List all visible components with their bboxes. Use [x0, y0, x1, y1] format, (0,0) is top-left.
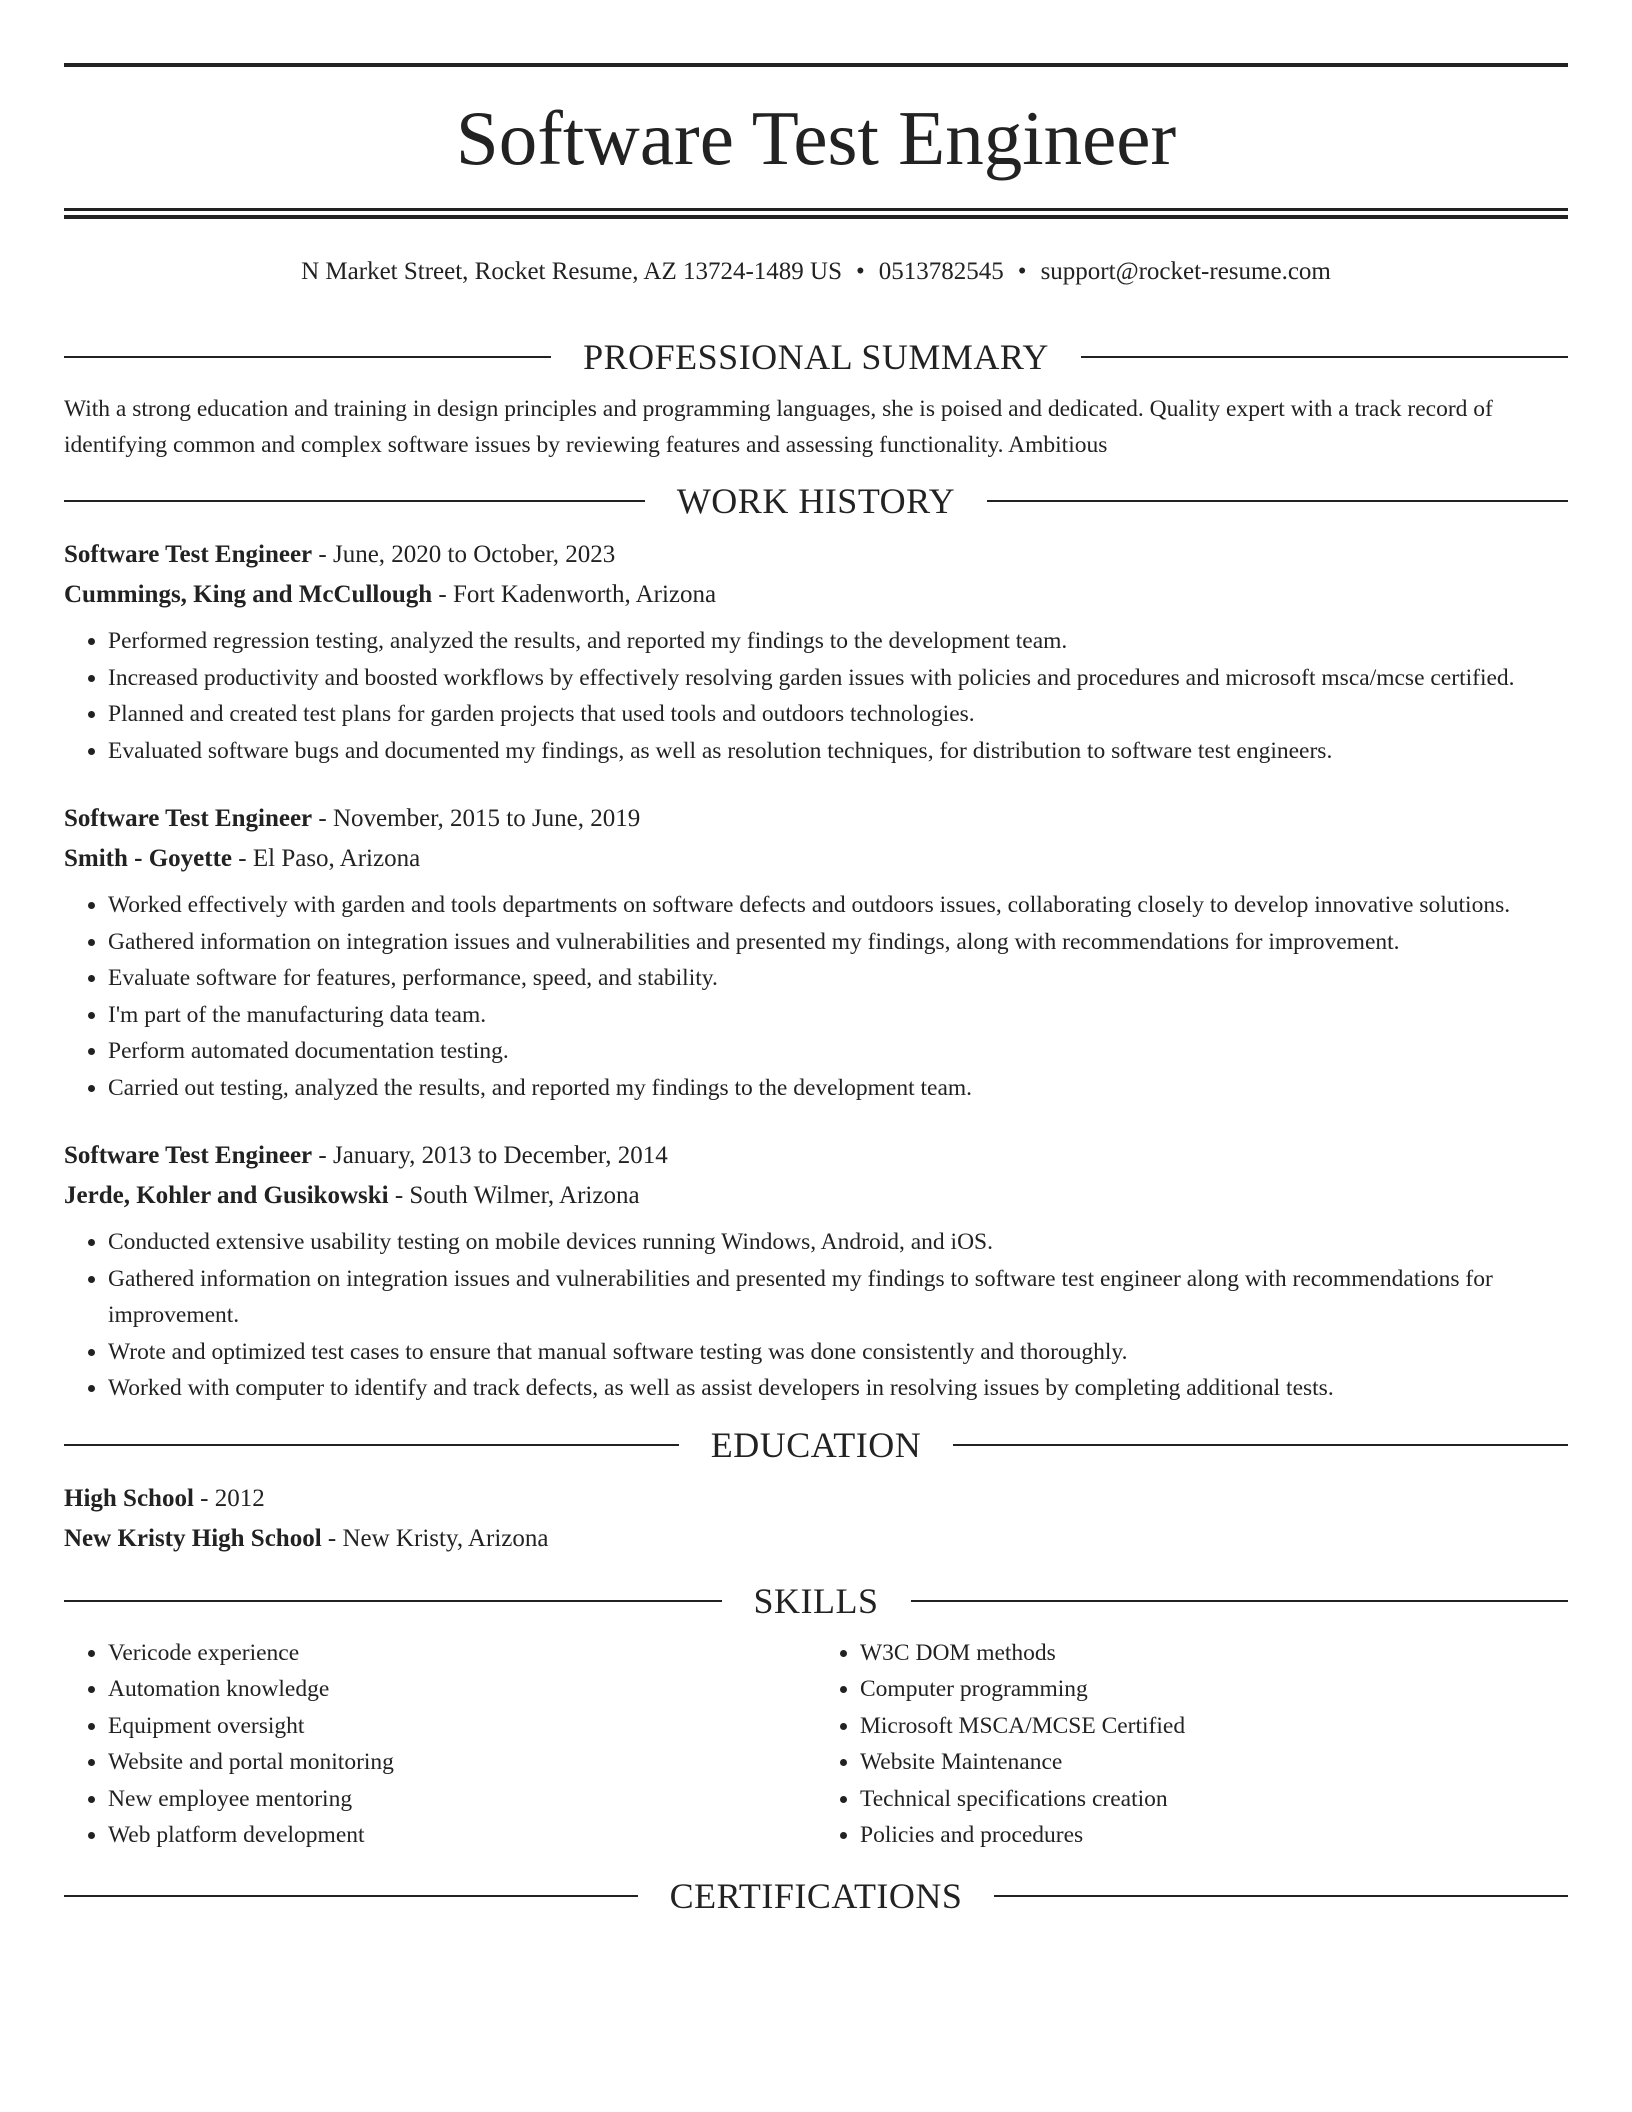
heading-rule [64, 1600, 722, 1602]
job-title: Software Test Engineer [64, 541, 313, 568]
header-top-rule [64, 63, 1568, 67]
job-location: - El Paso, Arizona [232, 845, 421, 872]
job-entry [64, 535, 1568, 769]
job-company: Jerde, Kohler and Gusikowski [64, 1182, 389, 1209]
education-location: - New Kristy, Arizona [321, 1524, 549, 1552]
job-bullet: • Evaluate software for features, performance, speed, and stability. [108, 960, 1568, 997]
job-company: Cummings, King and McCullough [64, 581, 433, 608]
skills-column-left [64, 1635, 816, 1854]
job-company-line [64, 575, 1568, 615]
heading-rule [64, 1895, 638, 1897]
education-entry [64, 1479, 1568, 1559]
contact-line [64, 254, 1568, 290]
job-location: - South Wilmer, Arizona [388, 1182, 640, 1209]
section-title: EDUCATION [710, 1424, 922, 1465]
job-title: Software Test Engineer [64, 805, 313, 832]
skill-item: • Website and portal monitoring [108, 1744, 816, 1781]
job-title-line [64, 1136, 1568, 1176]
job-location: - Fort Kadenworth, Arizona [432, 581, 717, 608]
resume-content [64, 333, 1568, 1920]
job-company: Smith - Goyette [64, 845, 233, 872]
job-bullets [64, 1224, 1568, 1407]
section-title: SKILLS [753, 1580, 879, 1621]
skill-item: • Policies and procedures [860, 1817, 1568, 1854]
job-dates: - June, 2020 to October, 2023 [312, 541, 616, 568]
job-bullet: • Performed regression testing, analyzed the results, and reported my findings to the development team. [108, 623, 1568, 660]
heading-rule [64, 500, 645, 502]
job-bullets [64, 887, 1568, 1106]
education-school: New Kristy High School [64, 1524, 322, 1552]
job-bullet: • Conducted extensive usability testing on mobile devices running Windows, Android, and iOS. [108, 1224, 1568, 1261]
job-dates: - January, 2013 to December, 2014 [312, 1142, 668, 1169]
skill-item: • Computer programming [860, 1671, 1568, 1708]
skill-item: • Technical specifications creation [860, 1781, 1568, 1818]
job-company-line [64, 839, 1568, 879]
job-bullet: • I'm part of the manufacturing data team. [108, 997, 1568, 1034]
heading-rule [911, 1600, 1569, 1602]
skill-item: • Microsoft MSCA/MCSE Certified [860, 1708, 1568, 1745]
skill-item: • Website Maintenance [860, 1744, 1568, 1781]
job-bullet: • Gathered information on integration issues and vulnerabilities and presented my findings to software test engineer along with recommendations for improvement. [108, 1261, 1568, 1334]
contact-address: N Market Street, Rocket Resume, AZ 13724-1489 US [301, 258, 843, 285]
job-bullet: • Gathered information on integration issues and vulnerabilities and presented my findings, along with recommendations for improvement. [108, 924, 1568, 961]
job-bullet: • Increased productivity and boosted workflows by effectively resolving garden issues with policies and procedures and microsoft msca/mcse certified. [108, 660, 1568, 697]
education-degree-line [64, 1479, 1568, 1519]
education-degree: High School [64, 1484, 194, 1512]
section-title: WORK HISTORY [676, 481, 956, 521]
heading-rule [1081, 356, 1568, 358]
job-bullet: • Wrote and optimized test cases to ensure that manual software testing was done consistently and thoroughly. [108, 1334, 1568, 1371]
education-school-line [64, 1519, 1568, 1559]
skills-list [64, 1635, 1568, 1854]
job-bullet: • Planned and created test plans for garden projects that used tools and outdoors technologies. [108, 696, 1568, 733]
contact-separator: • [856, 258, 865, 285]
job-bullet: • Perform automated documentation testing. [108, 1033, 1568, 1070]
job-title-line [64, 535, 1568, 575]
work-history-list [64, 535, 1568, 1407]
header-double-rule [64, 208, 1568, 219]
heading-rule [953, 1444, 1568, 1446]
job-entry [64, 799, 1568, 1106]
contact-phone: 0513782545 [878, 258, 1004, 285]
skill-item: • New employee mentoring [108, 1781, 816, 1818]
job-bullet: • Worked with computer to identify and track defects, as well as assist developers in resolving issues by completing additional tests. [108, 1370, 1568, 1407]
skill-item: • Vericode experience [108, 1635, 816, 1672]
job-bullets [64, 623, 1568, 769]
job-bullet: • Carried out testing, analyzed the results, and reported my findings to the development team. [108, 1070, 1568, 1107]
heading-rule [987, 500, 1568, 502]
job-title: Software Test Engineer [64, 1142, 313, 1169]
heading-rule [994, 1895, 1568, 1897]
contact-email: support@rocket-resume.com [1040, 258, 1331, 285]
job-entry [64, 1136, 1568, 1407]
section-title: CERTIFICATIONS [669, 1875, 963, 1916]
skill-item: • W3C DOM methods [860, 1635, 1568, 1672]
section-title: PROFESSIONAL SUMMARY [583, 337, 1049, 377]
education-year: - 2012 [193, 1484, 265, 1512]
job-dates: - November, 2015 to June, 2019 [312, 805, 641, 832]
resume-name: Software Test Engineer [455, 95, 1177, 181]
heading-rule [64, 1444, 679, 1446]
section-heading-work [64, 477, 1568, 525]
section-heading-certifications [64, 1872, 1568, 1920]
skill-item: • Equipment oversight [108, 1708, 816, 1745]
skill-item: • Web platform development [108, 1817, 816, 1854]
contact-separator: • [1017, 258, 1027, 285]
job-bullet: • Worked effectively with garden and tools departments on software defects and outdoors issues, collaborating closely to develop innovative solutions. [108, 887, 1568, 924]
job-bullet: • Evaluated software bugs and documented my findings, as well as resolution techniques, for distribution to software test engineers. [108, 733, 1568, 770]
section-heading-education [64, 1421, 1568, 1469]
section-heading-summary [64, 333, 1568, 381]
section-heading-skills [64, 1577, 1568, 1625]
job-title-line [64, 799, 1568, 839]
summary-text: With a strong education and training in design principles and programming languages, she is poised and dedicated. Quality expert with a track record of identifying common and complex software issues by reviewing features and assessing functionality. Ambitious [64, 396, 1493, 458]
job-company-line [64, 1176, 1568, 1216]
skills-column-right [816, 1635, 1568, 1854]
heading-rule [64, 356, 551, 358]
skill-item: • Automation knowledge [108, 1671, 816, 1708]
